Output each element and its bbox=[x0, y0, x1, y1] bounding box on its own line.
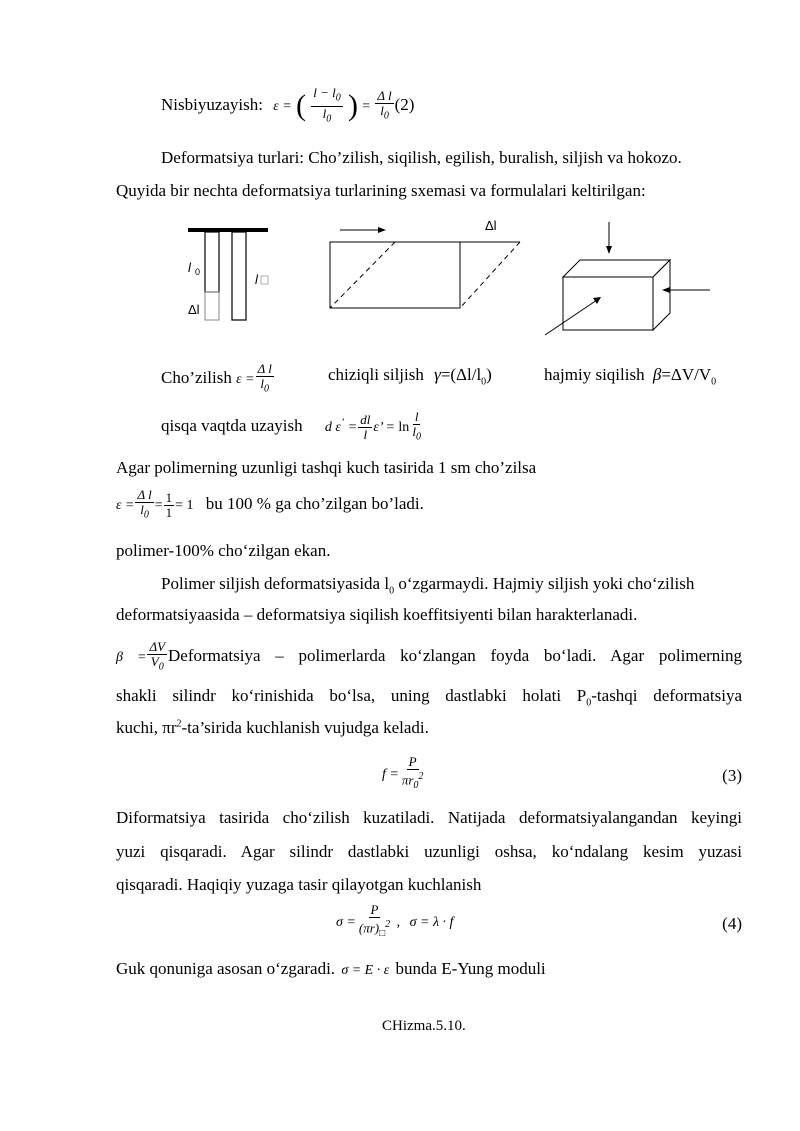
deformation-diagram bbox=[0, 212, 800, 342]
caption-bulk: hajmiy siqilish $\beta=\Delta V/V_0$ bbox=[544, 365, 717, 388]
shear-diagram bbox=[330, 218, 520, 308]
short-time-elongation-line: qisqa vaqtda uzayish d ε’ = $\frac{dl}{l}$ ε’ = ln $\frac{l}{l_0}$ bbox=[161, 409, 421, 443]
paragraph-polymer-100: polimer-100% cho‘zilgan ekan. bbox=[116, 541, 331, 560]
paragraph-shear-l0: Polimer siljish deformatsiyasida $l_0$ o‘zgarmaydi. Hajmiy siljish yoki cho‘zilish bbox=[161, 574, 695, 597]
fraction-stretch: $\frac{\text{Δ l}}{l_0}$ bbox=[257, 361, 272, 395]
paragraph-stress-arises: kuchi, $\pi r^2-ta’sirida$ kuchlanish vujudga keladi. bbox=[116, 718, 429, 737]
paragraph-deformation-types: Deformatsiya turlari: Cho’zilish, siqilish, egilish, buralish, siljish va hokozo. bbox=[161, 148, 682, 167]
paragraph-polymer-length: Agar polimerning uzunligi tashqi kuch tasirida 1 sm cho’zilsa bbox=[116, 458, 537, 477]
svg-text:0: 0 bbox=[195, 267, 201, 277]
stretch-diagram bbox=[188, 230, 268, 320]
label-l0: l bbox=[188, 260, 191, 275]
equation-4-formula: σ = $\frac{P}{(\pi r)_□^2}$ , σ = λ · f bbox=[336, 902, 454, 939]
bulk-compression-diagram bbox=[545, 222, 710, 335]
fraction-dl-over-l0: $\frac{\text{Δ l}}{l_0}$ bbox=[377, 87, 392, 122]
formula-epsilon-relative: ε = bbox=[273, 99, 292, 114]
paragraph-compression-coeff: deformatsiyaasida – deformatsiya siqilish koeffitsiyenti bilan harakterlanadi. bbox=[116, 605, 638, 624]
fraction-l-minus-l0: $\frac{l - l_0}{l_0}$ bbox=[313, 85, 341, 125]
relative-elongation-label: Nisbiyuzayish: bbox=[161, 95, 263, 114]
equation-3-formula: f = $\frac{P}{\pi r_0^2}$ bbox=[382, 754, 424, 791]
paragraph-deformation-intro: Quyida bir nechta deformatsiya turlarining sxemasi va formulalari keltirilgan: bbox=[116, 181, 646, 200]
paragraph-beta-deformation: β = $\frac{\Delta V}{V_0}$ Deformatsiya – polimerlarda ko‘zlangan foyda bo‘ladi. Agar polimerning bbox=[116, 639, 742, 673]
relative-elongation-line: Nisbiyuzayish: ε = ( $\frac{l - l_0}{l_0}$ ) = $\frac{\text{Δ l}}{l_0}$ (2) bbox=[161, 85, 415, 125]
label-delta-l-shear: Δl bbox=[485, 218, 497, 233]
paragraph-cylinder-shape: shakli silindr ko‘rinishida bo‘lsa, uning dastlabki holati $P_0$-tashqi deformatsiya bbox=[116, 686, 742, 709]
label-delta-l-stretch: Δl bbox=[188, 302, 200, 317]
caption-stretch: Cho’zilish ε = $\frac{\text{Δ l}}{l_0}$ bbox=[161, 361, 272, 395]
paragraph-hooke-law: Guk qonuniga asosan o‘zgaradi. σ = E · ε bunda E-Yung moduli bbox=[116, 959, 546, 978]
figure-caption: CHizma.5.10. bbox=[382, 1018, 466, 1034]
example-formula-line: ε = $\frac{\text{Δ l}}{l_0}$ = $\frac{1}{1}$ = 1 bu 100 % ga cho’zilgan bo’ladi. bbox=[116, 487, 424, 521]
equation-number-4: (4) bbox=[722, 914, 742, 933]
paragraph-real-stress: qisqaradi. Haqiqiy yuzaga tasir qilayotgan kuchlanish bbox=[116, 875, 482, 894]
paragraph-deformation-effect: Diformatsiya tasirida cho‘zilish kuzatiladi. Natijada deformatsiyalangandan keyingi bbox=[116, 808, 742, 827]
label-l-stretched: l bbox=[255, 272, 258, 287]
paragraph-cross-section: yuzi qisqaradi. Agar silindr dastlabki uzunligi oshsa, ko‘ndalang kesim yuzasi bbox=[116, 842, 742, 861]
caption-shear: chiziqli siljish $\gamma=(\Delta l/l_0)$ bbox=[328, 365, 492, 388]
equation-number-2: (2) bbox=[394, 95, 415, 114]
equation-number-3: (3) bbox=[722, 766, 742, 785]
